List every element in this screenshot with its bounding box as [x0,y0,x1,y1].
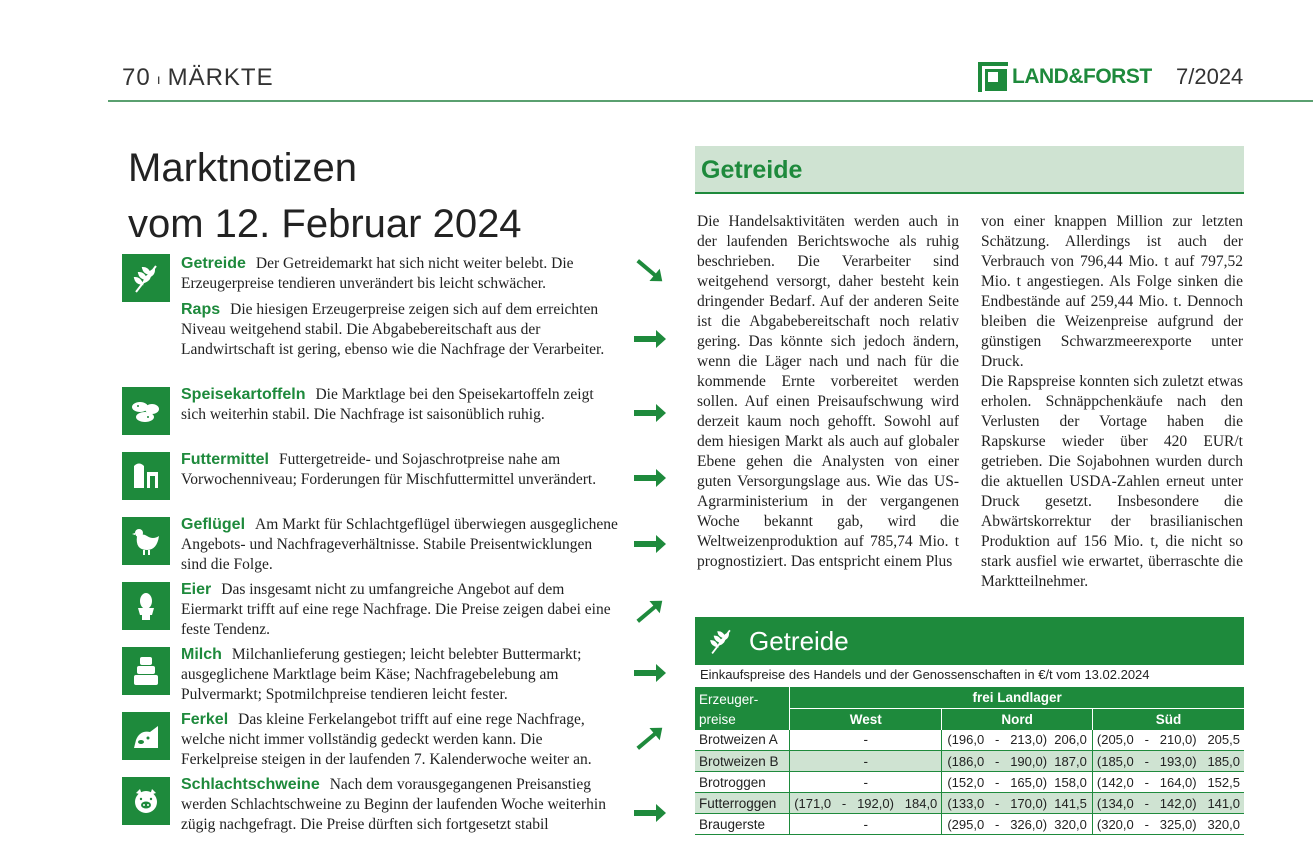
table-title: Getreide [749,626,849,656]
note-getreide [181,254,621,294]
header-sued: Süd [1092,708,1244,730]
page-header [0,0,1313,102]
cheese-icon [122,647,170,695]
row-label: Brotweizen A [695,730,790,751]
title-line-1: Marktnotizen [128,146,357,190]
trend-right-arrow-icon [630,529,670,559]
logo-icon [978,62,1008,92]
page-number [122,64,274,92]
note-text: Die hiesigen Erzeugerpreise zeigen sich auf dem erreichten Niveau weitgehend stabil. Die Abgabebereitschaft aus der Landwirtschaft ist gering, ebenso wie die Nachfrage der Verarbeiter. [181,301,605,358]
note-raps [181,300,621,360]
article-heading: Getreide [701,156,803,184]
section-title: MÄRKTE [167,64,274,91]
article-column-2 [981,212,1243,592]
cell-west: - [790,772,942,793]
note-text: Milchanlieferung gestiegen; leicht belebter Buttermarkt; ausgeglichene Marktlage beim Käse; Nachfragebelebung am Pulvermarkt; Spotmilchpreise tendieren leicht fester. [181,646,582,703]
note-text: Das insgesamt nicht zu umfangreiche Angebot auf dem Eiermarkt trifft auf eine rege Nachfrage. Die Preise zeigen dabei eine feste Tendenz. [181,581,611,638]
trend-up-right-arrow-icon [630,596,670,626]
note-text: Nach dem vorausgegangenen Preisanstieg werden Schlachtschweine zu Beginn der laufenden Woche weiterhin zügig nachgefragt. Die Preise dürften sich fortgesetzt stabil [181,776,606,833]
note-category: Speisekartoffeln [181,386,306,403]
note-text: Futtergetreide- und Sojaschrotpreise nahe am Vorwochenniveau; Forderungen für Mischfuttermittel unverändert. [181,451,597,488]
cell-sued: (134,0 - 142,0) 141,0 [1092,793,1244,814]
pig-icon [122,777,170,825]
note-text: Der Getreidemarkt hat sich nicht weiter belebt. Die Erzeugerpreise tendieren unverändert bis leicht schwächer. [181,255,574,292]
note-futtermittel [181,450,621,490]
price-table [695,686,1244,835]
article-paragraph: Die Rapspreise konnten sich zuletzt etwas erholen. Schnäppchenkäufe nach den Verlusten der Vortage haben die Rapskurse wieder über 420 EUR/t getrieben. Die Sojabohnen wurden durch die aktuellen USDA-Zahlen erneut unter Druck gesetzt. Insbesondere die Abwärtskorrektur der brasilianischen Produktion auf 156 Mio. t, die nicht so stark ausfiel wie erwartet, überraschte die Marktteilnehmer. [981,373,1243,590]
header-west: West [790,708,942,730]
trend-down-right-arrow-icon [630,256,670,286]
note-text: Die Marktlage bei den Speisekartoffeln zeigt sich weiterhin stabil. Die Nachfrage ist saisonüblich ruhig. [181,386,594,423]
note-category: Geflügel [181,516,246,533]
logo-text: LAND&FORST [1012,65,1152,88]
trend-right-arrow-icon [630,798,670,828]
table-row [695,772,1244,793]
cell-sued: (320,0 - 325,0) 320,0 [1092,814,1244,835]
chicken-icon [122,517,170,565]
cell-sued: (185,0 - 193,0) 185,0 [1092,751,1244,772]
trend-up-right-arrow-icon [630,723,670,753]
cell-nord: (133,0 - 170,0) 141,5 [942,793,1093,814]
wheat-icon [122,254,170,302]
row-label: Futterroggen [695,793,790,814]
feed-silo-icon [122,452,170,500]
row-label: Brotweizen B [695,751,790,772]
cell-nord: (186,0 - 190,0) 187,0 [942,751,1093,772]
cell-west: - [790,751,942,772]
trend-right-arrow-icon [630,324,670,354]
note-eier [181,580,621,640]
potato-icon [122,387,170,435]
title-line-2: vom 12. Februar 2024 [128,202,522,246]
page-separator: ı [156,70,162,87]
note-category: Ferkel [181,711,229,728]
header-frei-landlager: frei Landlager [790,687,1244,709]
table-row [695,730,1244,751]
logo [978,62,1152,92]
article-column-1: Die Handelsaktivitäten werden auch in der laufenden Berichtswoche als ruhig beschrieben. Die Verarbeiter sind weitgehend versorgt, daher besteht kein dringender Bedarf. Auf der anderen Seite ist die Abgabebereitschaft noch relativ gering. Das könnte sich jedoch ändern, wenn die Läger nach und nach für die kommende Ernte vorbereitet werden sollen. Auf einen Preisaufschwung wird derzeit kaum noch gehofft. Sowohl auf dem hiesigen Markt als auch auf globaler Ebene gehen die Analysten von einer guten Versorgungslage aus. Wie das US-Agrarministerium in der vergangenen Woche bekannt gab, wird die Weltweizenproduktion auf 785,74 Mio. t prognostiziert. Das entspricht einem Plus [697,213,959,570]
wheat-icon [705,625,737,657]
note-ferkel [181,710,621,770]
note-speisekartoffeln [181,385,621,425]
table-row [695,751,1244,772]
note-text: Das kleine Ferkelangebot trifft auf eine rege Nachfrage, welche nicht immer vollständig gedeckt werden kann. Die Ferkelpreise steigen in der laufenden 7. Kalenderwoche weiter an. [181,711,592,768]
table-banner [695,617,1244,665]
piglet-icon [122,712,170,760]
header-nord: Nord [942,708,1093,730]
note-schlachtschweine [181,775,621,835]
table-row [695,814,1244,835]
trend-right-arrow-icon [630,463,670,493]
note-category: Milch [181,646,222,663]
cell-west: - [790,730,942,751]
note-milch [181,645,621,705]
cell-nord: (196,0 - 213,0) 206,0 [942,730,1093,751]
row-label: Brotroggen [695,772,790,793]
cell-sued: (205,0 - 210,0) 205,5 [1092,730,1244,751]
note-category: Getreide [181,255,246,272]
note-category: Raps [181,301,221,318]
article-heading-bar [695,146,1244,194]
note-text: Am Markt für Schlachtgeflügel überwiegen ausgeglichene Angebots- und Nachfrageverhältnisse. Stabile Preisentwicklungen sind die Folge. [181,516,618,573]
header-divider [108,100,1313,102]
page-title [128,140,522,252]
trend-right-arrow-icon [630,398,670,428]
cell-nord: (152,0 - 165,0) 158,0 [942,772,1093,793]
header-erzeugerpreise: Erzeuger- preise [695,687,790,730]
cell-sued: (142,0 - 164,0) 152,5 [1092,772,1244,793]
note-gefluegel [181,515,621,575]
row-label: Braugerste [695,814,790,835]
note-category: Futtermittel [181,451,269,468]
cell-west: (171,0 - 192,0) 184,0 [790,793,942,814]
page-number-value: 70 [122,64,151,91]
note-category: Schlachtschweine [181,776,320,793]
issue-number: 7/2024 [1176,64,1244,89]
cell-west: - [790,814,942,835]
trend-right-arrow-icon [630,658,670,688]
article-paragraph: von einer knappen Million zur letzten Schätzung. Allerdings ist auch der Verbrauch von 796,44 Mio. t auf 797,52 Mio. t angestiegen. Als Folge sinken die Endbestände auf 259,44 Mio. t. Dennoch bleiben die Weizenpreise aufgrund der günstigen Schwarzmeerexporte unter Druck. [981,213,1243,370]
note-category: Eier [181,581,212,598]
table-subtitle: Einkaufspreise des Handels und der Genossenschaften in €/t vom 13.02.2024 [700,667,1150,682]
egg-icon [122,582,170,630]
cell-nord: (295,0 - 326,0) 320,0 [942,814,1093,835]
table-row [695,793,1244,814]
